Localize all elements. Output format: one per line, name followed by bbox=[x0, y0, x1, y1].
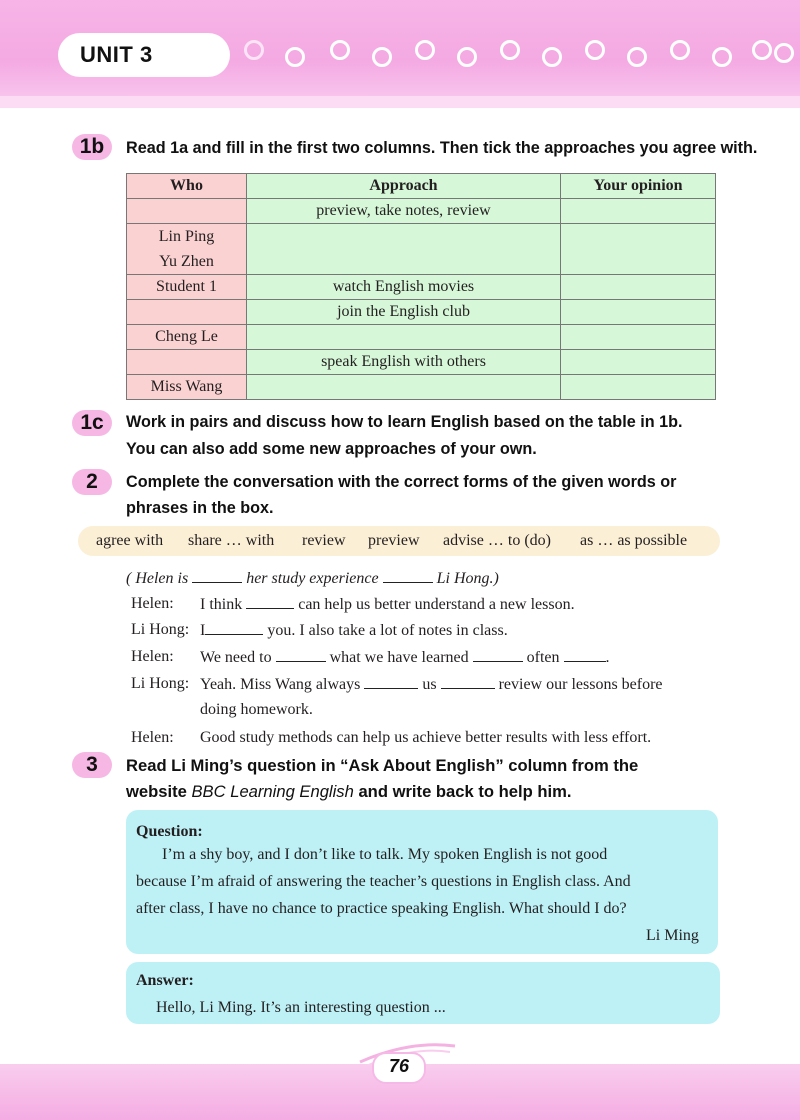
answer-blank[interactable] bbox=[205, 620, 263, 635]
dialogue-text: . bbox=[605, 649, 610, 666]
dialogue-text: I think bbox=[200, 596, 243, 613]
answer-text: Hello, Li Ming. It’s an interesting question ... bbox=[156, 999, 446, 1016]
cell-opinion[interactable] bbox=[561, 350, 716, 375]
cell-opinion[interactable] bbox=[561, 375, 716, 400]
answer-blank[interactable] bbox=[192, 568, 242, 583]
col-header-who: Who bbox=[127, 174, 247, 199]
intro-text: ( Helen is bbox=[126, 570, 189, 587]
table-row bbox=[127, 350, 716, 375]
question-line: after class, I have no chance to practice speaking English. What should I do? bbox=[136, 900, 627, 917]
dialogue-text: us bbox=[422, 676, 437, 693]
page-number: 76 bbox=[388, 1056, 410, 1076]
conversation-intro bbox=[126, 568, 499, 589]
section-3-text: and write back to help him. bbox=[353, 782, 572, 801]
cell-approach: watch English movies bbox=[247, 275, 561, 300]
table-row bbox=[127, 325, 716, 350]
question-label: Question: bbox=[136, 823, 203, 840]
speaker-label: Li Hong: bbox=[131, 675, 190, 692]
answer-blank[interactable] bbox=[441, 674, 495, 689]
section-badge-1b: 1b bbox=[72, 134, 112, 160]
cell-who: Cheng Le bbox=[127, 325, 247, 350]
cell-approach: speak English with others bbox=[247, 350, 561, 375]
word-item: as … as possible bbox=[580, 532, 688, 549]
answer-blank[interactable] bbox=[276, 647, 326, 662]
section-3-text: website bbox=[126, 782, 192, 801]
section-1b-instruction: Read 1a and fill in the first two columns. Then tick the approaches you agree with. bbox=[126, 139, 758, 157]
unit-title: UNIT 3 bbox=[80, 42, 153, 67]
speaker-label: Helen: bbox=[131, 729, 174, 746]
dialogue-text: We need to bbox=[200, 649, 272, 666]
answer-blank[interactable] bbox=[473, 647, 523, 662]
dialogue-text: what we have learned bbox=[329, 649, 469, 666]
section-badge-3: 3 bbox=[72, 752, 112, 778]
speaker-label: Li Hong: bbox=[131, 621, 190, 638]
dialogue-line bbox=[200, 674, 663, 695]
dialogue-line bbox=[200, 647, 610, 668]
cell-who[interactable] bbox=[127, 350, 247, 375]
dialogue-continuation: doing homework. bbox=[200, 701, 313, 718]
dialogue-text: Yeah. Miss Wang always bbox=[200, 676, 361, 693]
question-signature: Li Ming bbox=[646, 927, 699, 944]
dialogue-text: can help us better understand a new lesson. bbox=[298, 596, 575, 613]
dialogue-text: I bbox=[200, 622, 206, 639]
cell-who bbox=[127, 224, 247, 275]
intro-text: Li Hong.) bbox=[436, 570, 499, 587]
section-2-line1: Complete the conversation with the correct forms of the given words or bbox=[126, 473, 677, 491]
speaker-label: Helen: bbox=[131, 595, 174, 612]
table-row bbox=[127, 300, 716, 325]
col-header-approach: Approach bbox=[247, 174, 561, 199]
table-header-row bbox=[127, 174, 716, 199]
cell-approach[interactable] bbox=[247, 325, 561, 350]
speaker-label: Helen: bbox=[131, 648, 174, 665]
cell-opinion[interactable] bbox=[561, 199, 716, 224]
section-3-line2 bbox=[126, 779, 571, 805]
dialogue-line bbox=[200, 620, 508, 641]
cell-who: Miss Wang bbox=[127, 375, 247, 400]
table-row bbox=[127, 199, 716, 224]
cell-opinion[interactable] bbox=[561, 275, 716, 300]
section-badge-1c: 1c bbox=[72, 410, 112, 436]
col-header-opinion: Your opinion bbox=[561, 174, 716, 199]
table-row bbox=[127, 375, 716, 400]
cell-opinion[interactable] bbox=[561, 300, 716, 325]
answer-blank[interactable] bbox=[383, 568, 433, 583]
table-row bbox=[127, 224, 716, 275]
cell-who[interactable] bbox=[127, 300, 247, 325]
answer-label: Answer: bbox=[136, 972, 194, 989]
answer-blank[interactable] bbox=[564, 647, 606, 662]
section-1c-line2: You can also add some new approaches of your own. bbox=[126, 440, 537, 458]
dialogue-line: Good study methods can help us achieve better results with less effort. bbox=[200, 729, 652, 746]
cell-opinion[interactable] bbox=[561, 325, 716, 350]
cell-who[interactable] bbox=[127, 199, 247, 224]
dialogue-text: review our lessons before bbox=[498, 676, 663, 693]
question-line: I’m a shy boy, and I don’t like to talk. My spoken English is not good bbox=[162, 846, 608, 863]
word-item: share … with bbox=[188, 532, 275, 549]
table-row bbox=[127, 275, 716, 300]
approach-table bbox=[126, 173, 716, 400]
word-item: review bbox=[302, 532, 346, 549]
cell-who-line1: Lin Ping bbox=[158, 228, 215, 245]
dialogue-line bbox=[200, 594, 575, 615]
cell-approach: preview, take notes, review bbox=[247, 199, 561, 224]
cell-who-line2: Yu Zhen bbox=[159, 253, 214, 270]
word-item: advise … to (do) bbox=[443, 532, 551, 549]
answer-blank[interactable] bbox=[364, 674, 418, 689]
dialogue-text: you. I also take a lot of notes in class. bbox=[267, 622, 508, 639]
cell-opinion[interactable] bbox=[561, 224, 716, 275]
word-item: preview bbox=[368, 532, 420, 549]
cell-approach[interactable] bbox=[247, 375, 561, 400]
cell-approach[interactable] bbox=[247, 224, 561, 275]
section-2-line2: phrases in the box. bbox=[126, 499, 274, 517]
header-stripe bbox=[0, 96, 800, 108]
section-badge-2: 2 bbox=[72, 469, 112, 495]
question-line: because I’m afraid of answering the teacher’s questions in English class. And bbox=[136, 873, 631, 890]
answer-blank[interactable] bbox=[246, 594, 294, 609]
section-3-line1: Read Li Ming’s question in “Ask About English” column from the bbox=[126, 756, 639, 775]
website-name: BBC Learning English bbox=[191, 782, 354, 801]
intro-text: her study experience bbox=[246, 570, 379, 587]
word-box bbox=[78, 526, 720, 556]
cell-who: Student 1 bbox=[127, 275, 247, 300]
dialogue-text: often bbox=[526, 649, 560, 666]
cell-approach: join the English club bbox=[247, 300, 561, 325]
section-1c-line1: Work in pairs and discuss how to learn English based on the table in 1b. bbox=[126, 413, 683, 431]
word-item: agree with bbox=[96, 532, 164, 549]
